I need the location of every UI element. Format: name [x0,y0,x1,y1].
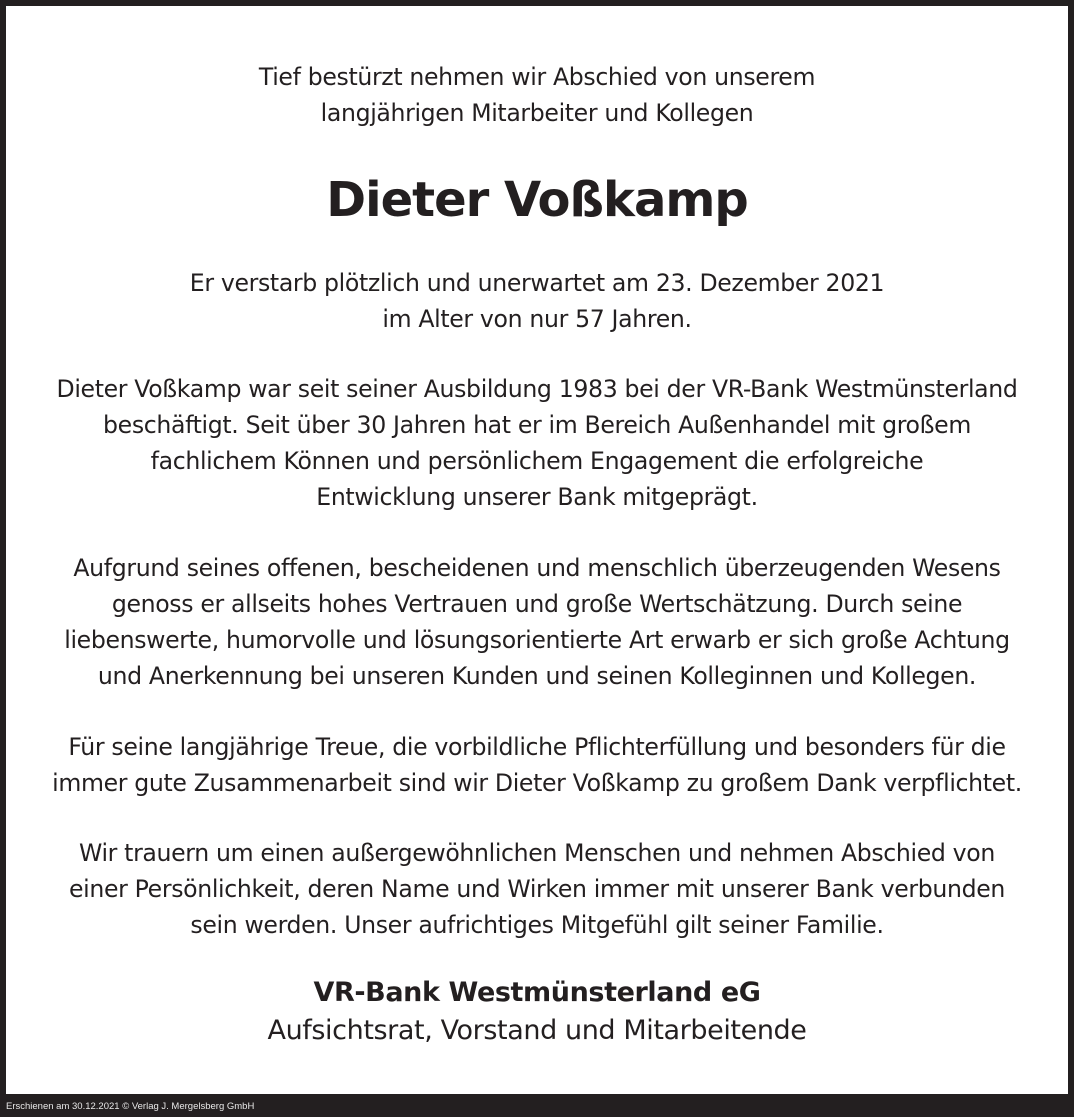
intro-line: langjährigen Mitarbeiter und Kollegen [320,99,754,127]
signature-organization: VR-Bank Westmünsterland eG [313,977,761,1008]
career-paragraph-line: Entwicklung unserer Bank mitgeprägt. [316,483,758,511]
signature-bodies: Aufsichtsrat, Vorstand und Mitarbeitende [267,1015,807,1046]
career-paragraph-line: beschäftigt. Seit über 30 Jahren hat er im Bereich Außenhandel mit großem [103,411,971,439]
thanks-paragraph-line: immer gute Zusammenarbeit sind wir Dieter Voßkamp zu großem Dank verpflichtet. [52,769,1022,797]
mourning-paragraph-line: Wir trauern um einen außergewöhnlichen Menschen und nehmen Abschied von [79,839,995,867]
character-paragraph-line: Aufgrund seines offenen, bescheidenen und menschlich überzeugenden Wesens [73,554,1001,582]
intro-line: Tief bestürzt nehmen wir Abschied von unserem [258,63,816,91]
death-notice-line: im Alter von nur 57 Jahren. [382,305,692,333]
career-paragraph-line: Dieter Voßkamp war seit seiner Ausbildung 1983 bei der VR-Bank Westmünsterland [56,375,1018,403]
character-paragraph-line: und Anerkennung bei unseren Kunden und seinen Kolleginnen und Kollegen. [97,662,977,690]
publication-note: Erschienen am 30.12.2021 © Verlag J. Mergelsberg GmbH [6,1101,255,1112]
thanks-paragraph-line: Für seine langjährige Treue, die vorbildliche Pflichterfüllung und besonders für die [68,733,1006,761]
mourning-paragraph-line: einer Persönlichkeit, deren Name und Wirken immer mit unserer Bank verbunden [69,875,1005,903]
death-notice-line: Er verstarb plötzlich und unerwartet am 23. Dezember 2021 [189,269,885,297]
obituary-notice [6,6,1068,1094]
character-paragraph-line: liebenswerte, humorvolle und lösungsorientierte Art erwarb er sich große Achtung [64,626,1010,654]
character-paragraph-line: genoss er allseits hohes Vertrauen und große Wertschätzung. Durch seine [111,590,963,618]
mourning-paragraph-line: sein werden. Unser aufrichtiges Mitgefühl gilt seiner Familie. [190,911,884,939]
deceased-name: Dieter Voßkamp [326,172,748,228]
career-paragraph-line: fachlichem Können und persönlichem Engagement die erfolgreiche [150,447,924,475]
